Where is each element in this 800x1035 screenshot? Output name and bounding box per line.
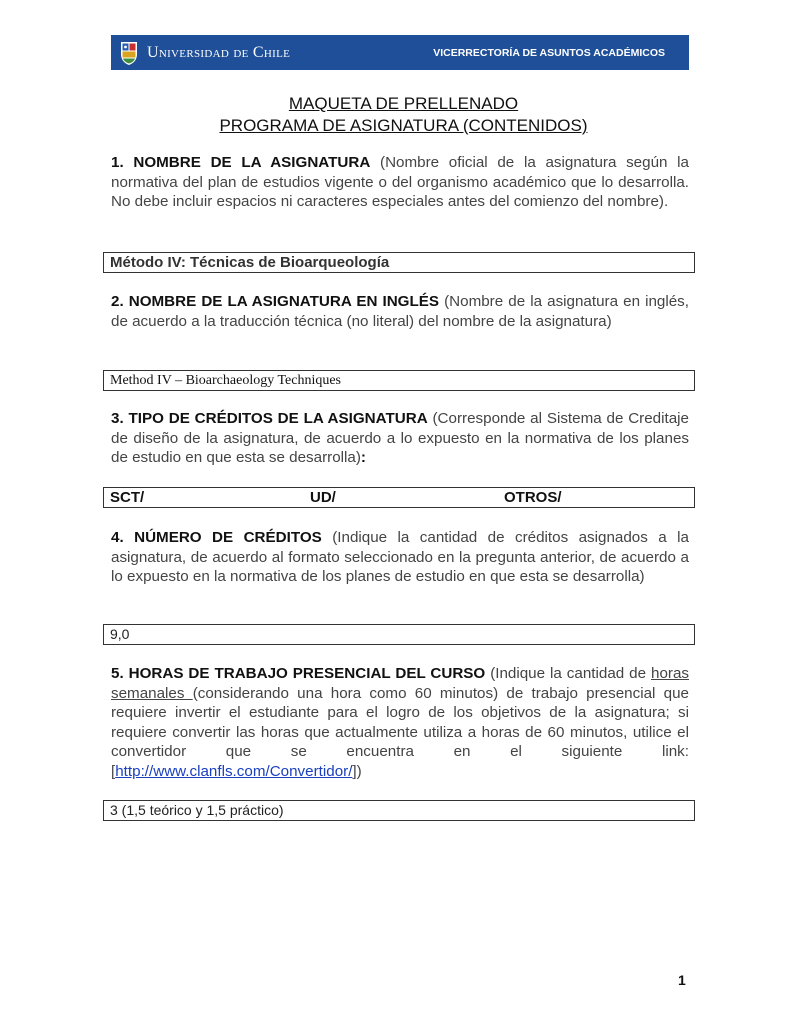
vicerrectoria-label: VICERRECTORÍA DE ASUNTOS ACADÉMICOS: [433, 46, 665, 59]
section-4-text: (Indique la cantidad de créditos asignados a la asignatura, de acuerdo al formato seleccionado en la pregunta anterior, de acuerdo a lo expuesto en la normativa de los planes de estudio en que esta se desarrolla): [111, 529, 689, 585]
university-logo: [111, 35, 290, 70]
section-3-description: [111, 409, 689, 468]
credit-option-ud[interactable]: UD/: [310, 489, 336, 506]
header-banner: [111, 35, 689, 70]
section-3-text: (Corresponde al Sistema de Creditaje de diseño de la asignatura, de acuerdo a lo expuesto en la normativa de los planes de estudio en que esta se desarrolla): [111, 410, 689, 466]
section-2-value: Method IV – Bioarchaeology Techniques: [110, 373, 342, 388]
section-5-description: [111, 664, 689, 781]
section-1-value: Método IV: Técnicas de Bioarqueología: [110, 254, 390, 271]
section-4-value-box[interactable]: [103, 624, 695, 645]
section-3-heading: 3. TIPO DE CRÉDITOS DE LA ASIGNATURA: [111, 410, 428, 427]
page-number: 1: [678, 972, 686, 988]
section-4-heading: 4. NÚMERO DE CRÉDITOS: [111, 529, 322, 546]
section-2-description: [111, 292, 689, 331]
document-title-line1: MAQUETA DE PRELLENADO: [288, 94, 519, 113]
credit-option-sct[interactable]: SCT/: [110, 489, 145, 506]
section-2-text: (Nombre de la asignatura en inglés, de acuerdo a la traducción técnica (no literal) del nombre de la asignatura): [111, 293, 689, 330]
section-5-text-c: ]): [352, 762, 362, 780]
section-5-value: 3 (1,5 teórico y 1,5 práctico): [110, 802, 284, 818]
section-1-heading: 1. NOMBRE DE LA ASIGNATURA: [111, 154, 371, 171]
university-crest-icon: [119, 40, 139, 66]
section-5-underlined: horas semanales: [111, 665, 689, 702]
section-5-text-a: (Indique la cantidad de: [485, 665, 651, 682]
section-1-text: (Nombre oficial de la asignatura según la normativa del plan de estudios vigente o del organismo académico que lo desarrolla. No debe incluir espacios ni caracteres especiales antes del comienzo del nombre).: [111, 154, 689, 210]
credit-type-options: [110, 488, 694, 507]
section-2-heading: 2. NOMBRE DE LA ASIGNATURA EN INGLÉS: [111, 293, 440, 310]
credit-option-otros[interactable]: OTROS/: [504, 489, 562, 506]
section-2-value-box[interactable]: [103, 370, 695, 391]
section-3-colon: :: [360, 449, 366, 466]
section-5-value-box[interactable]: [103, 800, 695, 821]
section-4-value: 9,0: [110, 626, 130, 642]
section-4-description: [111, 528, 689, 587]
section-5-heading: 5. HORAS DE TRABAJO PRESENCIAL DEL CURSO: [111, 665, 486, 682]
section-1-description: [111, 153, 689, 212]
section-3-value-box[interactable]: [103, 487, 695, 508]
section-1-value-box[interactable]: [103, 252, 695, 273]
section-5-text-b: (considerando una hora como 60 minutos) de trabajo presencial que requiere invertir el estudiante para el logro de los objetivos de la asignatura; si requiere convertir las horas que actualmente utiliza a horas de 60 minutos, utilice el convertidor que se encuentra en el siguiente link: [: [111, 684, 689, 780]
document-title-line2: PROGRAMA DE ASIGNATURA (CONTENIDOS): [219, 116, 588, 135]
university-name: Universidad de Chile: [147, 43, 291, 61]
convertidor-link[interactable]: http://www.clanfls.com/Convertidor/: [115, 762, 353, 780]
